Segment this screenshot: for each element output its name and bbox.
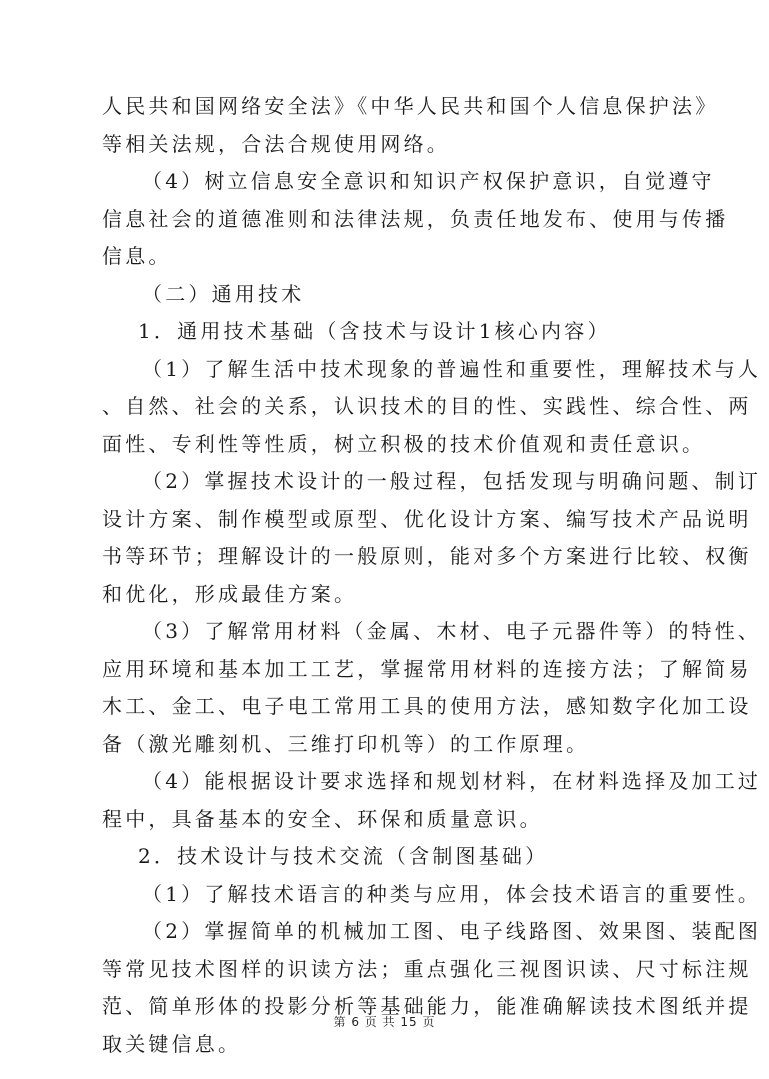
text-line: （4）树立信息安全意识和知识产权保护意识，自觉遵守	[142, 169, 715, 193]
text-line: 信息社会的道德准则和法律法规，负责任地发布、使用与传播	[102, 206, 729, 231]
text-line: 范、简单形体的投影分析等基础能力，能准确解读技术图纸并提	[102, 994, 752, 1018]
text-line: 木工、金工、电子电工常用工具的使用方法，感知数字化加工设	[102, 694, 752, 718]
subsection-heading: 2．技术设计与技术交流（含制图基础）	[138, 844, 549, 868]
text-line: 设计方案、制作模型或原型、优化设计方案、编写技术产品说明	[102, 506, 752, 531]
text-line: 信息。	[102, 244, 172, 268]
text-line: （1）了解生活中技术现象的普遍性和重要性，理解技术与人	[142, 356, 762, 381]
text-line: 书等环节；理解设计的一般原则，能对多个方案进行比较、权衡	[102, 544, 752, 568]
text-line: （4）能根据设计要求选择和规划材料，在材料选择及加工过	[142, 769, 762, 793]
body-text	[102, 88, 762, 1063]
text-line: 人民共和国网络安全法》《中华人民共和国个人信息保护法》	[102, 94, 719, 118]
text-line: （2）掌握简单的机械加工图、电子线路图、效果图、装配图	[142, 919, 762, 943]
text-line: 等常见技术图样的识读方法；重点强化三视图识读、尺寸标注规	[102, 956, 752, 981]
text-line: （3）了解常用材料（金属、木材、电子元器件等）的特性、	[142, 619, 762, 643]
paragraph-block	[102, 88, 762, 1063]
text-line: 程中，具备基本的安全、环保和质量意识。	[102, 806, 543, 831]
text-line: 备（激光雕刻机、三维打印机等）的工作原理。	[102, 731, 590, 756]
text-line: （2）掌握技术设计的一般过程，包括发现与明确问题、制订	[142, 469, 762, 493]
text-line: 面性、专利性等性质，树立积极的技术价值观和责任意识。	[102, 431, 706, 456]
text-line: （1）了解技术语言的种类与应用，体会技术语言的重要性。	[142, 881, 762, 906]
page-number-footer: 第 6 页 共 15 页	[333, 1015, 436, 1029]
text-line: 、自然、社会的关系，认识技术的目的性、实践性、综合性、两	[102, 394, 752, 418]
text-line: 应用环境和基本加工工艺，掌握常用材料的连接方法；了解简易	[102, 656, 752, 681]
section-heading: （二）通用技术	[142, 281, 305, 306]
text-line: 和优化，形成最佳方案。	[102, 581, 358, 606]
text-line: 等相关法规，合法合规使用网络。	[102, 131, 450, 156]
text-line: 取关键信息。	[102, 1031, 242, 1056]
subsection-heading: 1．通用技术基础（含技术与设计1核心内容）	[138, 319, 611, 343]
